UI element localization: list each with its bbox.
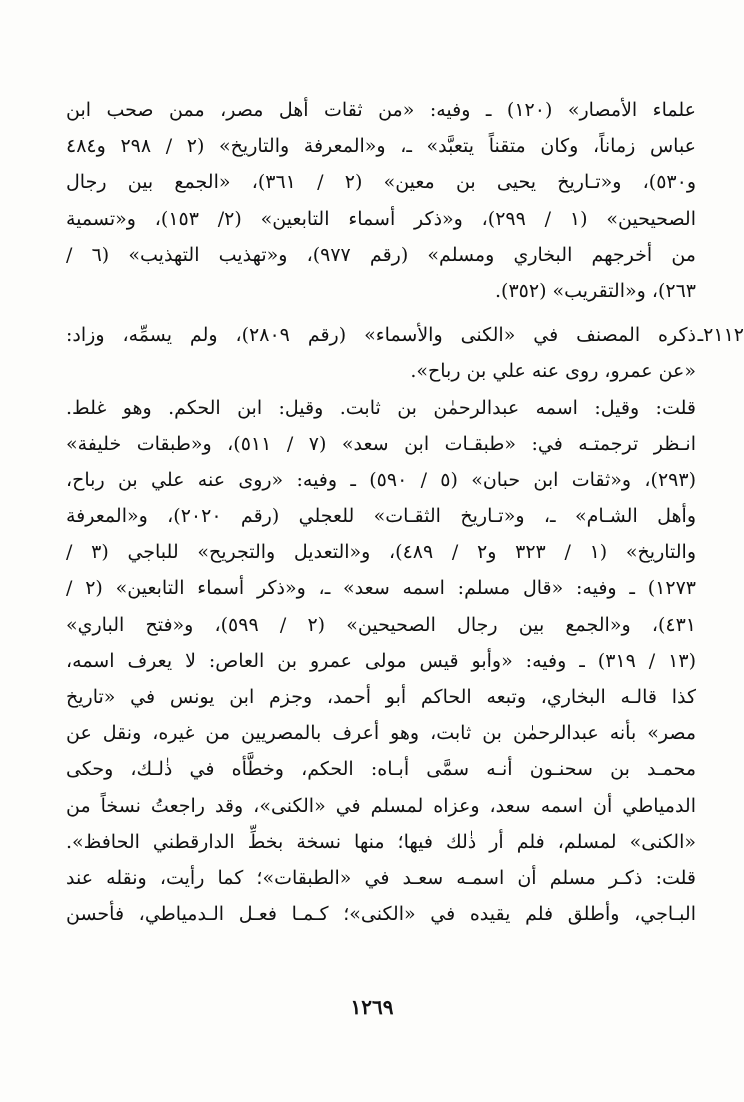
text-line: ذكره المصنف في «الكنى والأسماء» (رقم ٢٨٠٩)، ولم يسمِّه، وزاد: [66, 324, 696, 347]
text-line: محمـد بن سحنـون أنـه سمَّى أبـاه: الحكم، وخطَّأه في ذٰلـك، وحكى [66, 758, 696, 781]
text-line: الصحيحين» (١ / ٢٩٩)، و«ذكر أسماء التابعين» (٢/ ١٥٣)، و«تسمية [66, 207, 696, 230]
text-line: الدمياطي أن اسمه سعد، وعزاه لمسلم في «الكنى»، وقد راجعتُ نسخاً من [66, 794, 696, 817]
page-number: ١٢٦٩ [350, 995, 394, 1019]
text-line: (٢٩٣)، و«ثقات ابن حبان» (٥ / ٥٩٠) ـ وفيه: «روى عنه علي بن رباح، [66, 468, 696, 491]
page-body-text [66, 92, 744, 932]
text-line: ١٢٧٣) ـ وفيه: «قال مسلم: اسمه سعد» ـ، و«ذكر أسماء التابعين» (٢ / [66, 577, 696, 600]
text-line: ٤٣١)، و«الجمع بين رجال الصحيحين» (٢ / ٥٩٩)، و«فتح الباري» [66, 613, 696, 636]
paragraph-gap [66, 309, 696, 317]
text-line: البـاجي، وأطلق فلم يقيده في «الكنى»؛ كـمـا فعـل الـدمياطي، فأحسن [66, 903, 696, 926]
entry-number: ٢١١٢ـ [697, 324, 744, 347]
text-line: علماء الأمصار» (١٢٠) ـ وفيه: «من ثقات أهل مصر، ممن صحب ابن [66, 99, 696, 121]
text-line: وأهل الشـام» ـ، و«تـاريخ الثقـات» للعجلي (رقم ٢٠٢٠)، و«المعرفة [66, 505, 696, 528]
text-line: و٥٣٠)، و«تـاريخ يحيى بن معين» (٢ / ٣٦١)، «الجمع بين رجال [66, 171, 696, 194]
text-line: كذا قالـه البخاري، وتبعه الحاكم أبو أحمد، وجزم ابن يونس في «تاريخ [66, 686, 696, 708]
text-line: ٢٦٣)، و«التقريب» (٣٥٢). [494, 279, 696, 302]
text-line: مصر» بأنه عبدالرحمٰن بن ثابت، وهو أعرف بالمصريين من غيره، ونقل عن [66, 722, 696, 745]
text-line: عباس زماناً، وكان متقناً يتعبَّد» ـ، و«المعرفة والتاريخ» (٢ / ٢٩٨ و٤٨٤ [66, 135, 696, 158]
text-line: «الكنى» لمسلم، فلم أر ذٰلك فيها؛ منها نسخة بخطِّ الدارقطني الحافظ». [66, 830, 696, 853]
text-line: قلت: وقيل: اسمه عبدالرحمٰن بن ثابت. وقيل: ابن الحكم. وهو غلط. [66, 396, 696, 419]
entry-2112 [66, 317, 744, 932]
text-line: (١٣ / ٣١٩) ـ وفيه: «وأبو قيس مولى عمرو بن العاص: لا يعرف اسمه، [66, 649, 696, 672]
text-line: من أخرجهم البخاري ومسلم» (رقم ٩٧٧)، و«تهذيب التهذيب» (٦ / [66, 243, 696, 266]
text-line: قلت: ذكـر مسلم أن اسمـه سعـد في «الطبقات»؛ كما رأيت، ونقله عند [66, 866, 696, 889]
text-line: والتاريخ» (١ / ٣٢٣ و٢ / ٤٨٩)، و«التعديل والتجريح» للباجي (٣ / [66, 541, 696, 564]
text-line: «عن عمرو، روى عنه علي بن رباح». [410, 360, 696, 383]
text-line: انـظر ترجمتـه في: «طبقـات ابن سعد» (٧ / ٥١١)، و«طبقات خليفة» [66, 432, 696, 455]
